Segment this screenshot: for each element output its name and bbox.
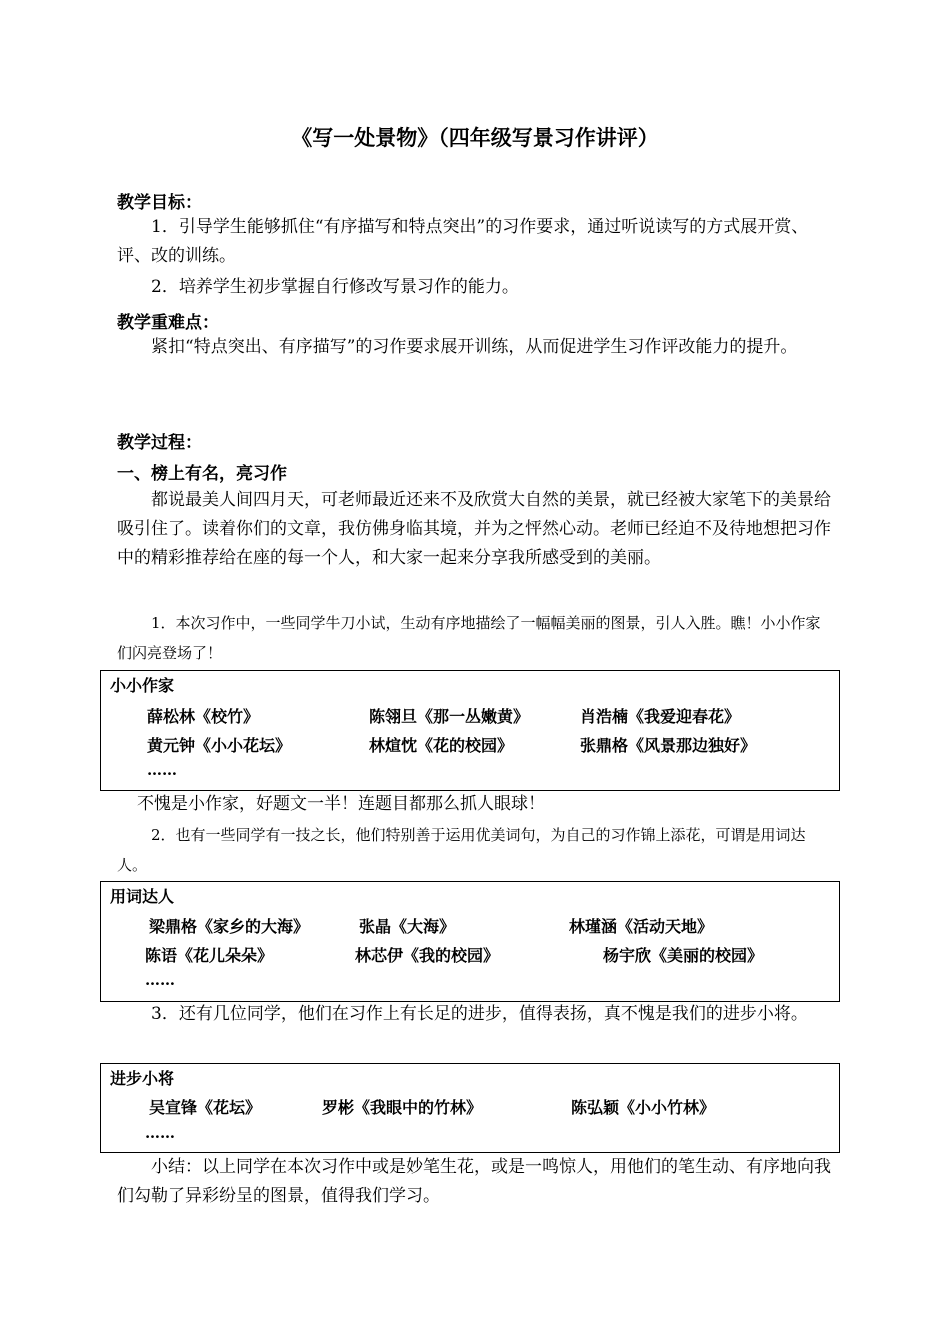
list-item: 陈弘颖《小小竹林》 [571, 1098, 716, 1117]
process-heading: 教学过程： [117, 433, 202, 453]
list-item: 林煊忱《花的校园》 [369, 736, 514, 755]
list-item: 梁鼎格《家乡的大海》 [149, 917, 310, 936]
section-1-heading: 一、榜上有名，亮习作 [117, 464, 287, 484]
box-label: 小小作家 [110, 676, 175, 695]
box-label: 用词达人 [110, 887, 175, 906]
ellipsis: …… [145, 1124, 175, 1142]
list-item: 张晶《大海》 [359, 917, 456, 936]
list-item: 张鼎格《风景那边独好》 [580, 736, 757, 755]
list-item: 肖浩楠《我爱迎春花》 [580, 707, 741, 726]
list-item: 陈翎旦《那一丛嫩黄》 [369, 707, 530, 726]
paragraph-3: 3．还有几位同学，他们在习作上有长足的进步，值得表扬，真不愧是我们的进步小将。 [151, 1004, 808, 1024]
list-item: 陈语《花儿朵朵》 [145, 946, 274, 965]
ellipsis: …… [145, 971, 175, 989]
list-item: 杨宇欣《美丽的校园》 [603, 946, 764, 965]
paragraph-2: 2．也有一些同学有一技之长，他们特别善于运用优美词句，为自己的习作锦上添花，可谓是用词达人。 [117, 826, 806, 874]
list-item: 薛松林《校竹》 [147, 707, 260, 726]
paragraph-1-after: 不愧是小作家，好题文一半！连题目都那么抓人眼球！ [137, 794, 545, 814]
ellipsis: …… [147, 761, 177, 779]
goals-heading: 教学目标： [117, 193, 202, 213]
page-title: 《写一处景物》（四年级写景习作讲评） [291, 126, 659, 150]
summary-paragraph: 小结：以上同学在本次习作中或是妙笔生花，或是一鸣惊人，用他们的笔生动、有序地向我们勾勒了异彩纷呈的图景，值得我们学习。 [117, 1157, 831, 1206]
list-item: 林芯伊《我的校园》 [355, 946, 500, 965]
intro-paragraph: 都说最美人间四月天，可老师最近还来不及欣赏大自然的美景，就已经被大家笔下的美景给吸引住了。读着你们的文章，我仿佛身临其境，并为之怦然心动。老师已经迫不及待地想把习作中的精彩推荐给在座的每一个人，和大家一起来分享我所感受到的美丽。 [117, 490, 831, 568]
progress-stars-box [100, 1063, 840, 1153]
list-item: 罗彬《我眼中的竹林》 [322, 1098, 483, 1117]
keypoints-heading: 教学重难点： [117, 313, 219, 333]
young-writers-box [100, 670, 840, 791]
word-masters-box [100, 881, 840, 1002]
goals-item-1: 1．引导学生能够抓住“有序描写和特点突出”的习作要求，通过听说读写的方式展开赏、评、改的训练。 [117, 217, 809, 266]
paragraph-1: 1．本次习作中，一些同学牛刀小试，生动有序地描绘了一幅幅美丽的图景，引人入胜。瞧！小小作家们闪亮登场了！ [117, 614, 821, 662]
list-item: 林瑾涵《活动天地》 [569, 917, 714, 936]
keypoints-text: 紧扣“特点突出、有序描写”的习作要求展开训练，从而促进学生习作评改能力的提升。 [151, 337, 798, 357]
list-item: 黄元钟《小小花坛》 [147, 736, 292, 755]
box-label: 进步小将 [110, 1069, 175, 1088]
list-item: 吴宣锋《花坛》 [149, 1098, 262, 1117]
goals-item-2: 2．培养学生初步掌握自行修改写景习作的能力。 [151, 277, 519, 297]
